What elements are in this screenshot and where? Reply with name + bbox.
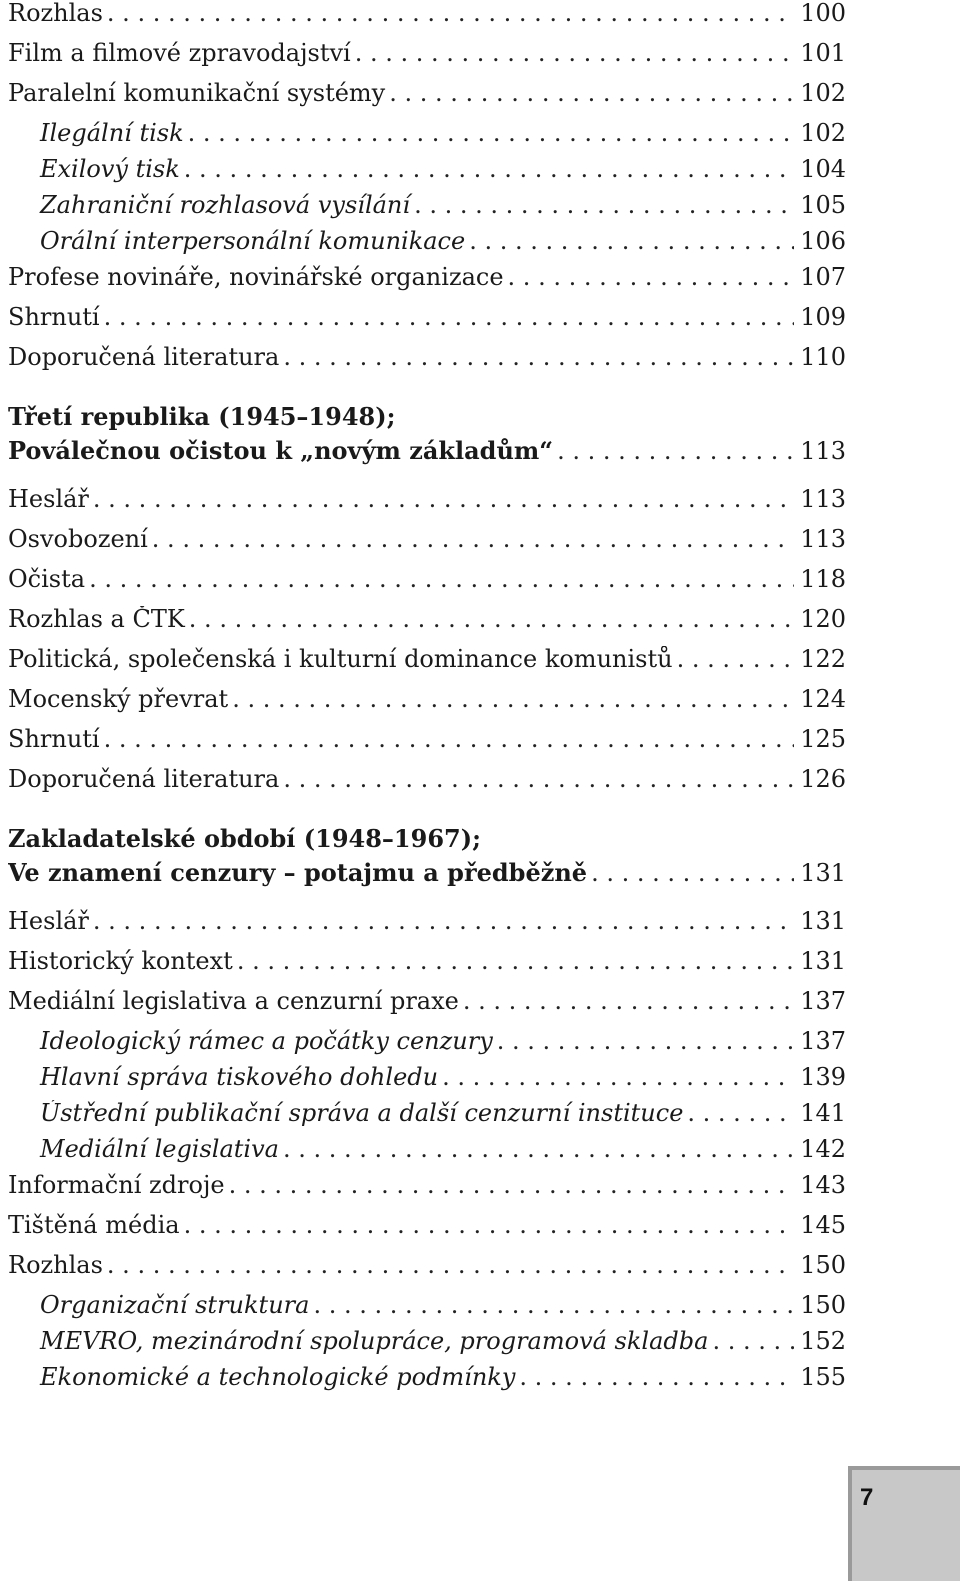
- page-number: 105: [800, 192, 846, 219]
- toc-entry-title: Tištěná média: [8, 1212, 180, 1239]
- toc-entry-title: Historický kontext: [8, 948, 233, 975]
- toc-entry-title: Mediální legislativa a cenzurní praxe: [8, 988, 459, 1015]
- dot-leader: [93, 486, 794, 512]
- dot-leader: [283, 766, 794, 792]
- toc-entry-title: Paralelní komunikační systémy: [8, 80, 386, 107]
- toc-entry-title: Rozhlas a ČTK: [8, 606, 185, 633]
- toc-entry-chapter[interactable]: [8, 858, 846, 900]
- toc-entry[interactable]: [8, 40, 846, 80]
- dot-leader: [229, 1172, 794, 1198]
- toc-section-2: [8, 486, 846, 806]
- chapter-heading-zakladatelske-obdobi: [8, 820, 846, 900]
- toc-entry-title: Exilový tisk: [40, 156, 180, 183]
- page-number: 113: [800, 486, 846, 513]
- toc-entry[interactable]: [8, 1292, 846, 1328]
- toc-entry[interactable]: [8, 344, 846, 384]
- dot-leader: [104, 726, 794, 752]
- toc-entry[interactable]: [8, 646, 846, 686]
- toc-entry[interactable]: [8, 1328, 846, 1364]
- page-number: 142: [800, 1136, 846, 1163]
- page-number: 107: [800, 264, 846, 291]
- dot-leader: [687, 1100, 794, 1126]
- dot-leader: [104, 304, 794, 330]
- toc-entry-title: Zahraniční rozhlasová vysílání: [40, 192, 411, 219]
- dot-leader: [469, 228, 794, 254]
- dot-leader: [283, 1136, 794, 1162]
- toc-entry[interactable]: [8, 486, 846, 526]
- toc-entry[interactable]: [8, 0, 846, 40]
- page-number: 102: [800, 120, 846, 147]
- dot-leader: [283, 344, 794, 370]
- toc-entry[interactable]: [8, 766, 846, 806]
- dot-leader: [188, 120, 794, 146]
- dot-leader: [107, 1252, 794, 1278]
- toc-entry[interactable]: [8, 228, 846, 264]
- toc-entry-title: Doporučená literatura: [8, 766, 280, 793]
- page-number: 139: [800, 1064, 846, 1091]
- toc-entry[interactable]: [8, 1172, 846, 1212]
- page-number: 131: [800, 948, 846, 975]
- page-number: 145: [800, 1212, 846, 1239]
- toc-entry-chapter[interactable]: [8, 436, 846, 478]
- page-number: 131: [800, 908, 846, 935]
- toc-entry[interactable]: [8, 264, 846, 304]
- toc-entry-title: Mocenský převrat: [8, 686, 229, 713]
- page-number: 124: [800, 686, 846, 713]
- dot-leader: [355, 40, 794, 66]
- toc-entry-title: Mediální legislativa: [40, 1136, 279, 1163]
- toc-entry[interactable]: [8, 1136, 846, 1172]
- toc-entry-title: Profese novináře, novinářské organizace: [8, 264, 504, 291]
- table-of-contents: [8, 0, 846, 1400]
- toc-entry[interactable]: [8, 726, 846, 766]
- toc-entry-title: Shrnutí: [8, 304, 100, 331]
- page-number: 118: [800, 566, 846, 593]
- page-number: 125: [800, 726, 846, 753]
- page-number: 137: [800, 988, 846, 1015]
- chapter-title-line1: Zakladatelské období (1948–1967);: [8, 824, 481, 853]
- dot-leader: [519, 1364, 794, 1390]
- toc-entry-title: Orální interpersonální komunikace: [40, 228, 466, 255]
- toc-entry-title: Ideologický rámec a počátky cenzury: [40, 1028, 493, 1055]
- dot-leader: [508, 264, 794, 290]
- page-number: 120: [800, 606, 846, 633]
- dot-leader: [463, 988, 794, 1014]
- page-number: 155: [800, 1364, 846, 1391]
- toc-entry[interactable]: [8, 1028, 846, 1064]
- toc-entry[interactable]: [8, 1252, 846, 1292]
- toc-entry[interactable]: [8, 304, 846, 344]
- toc-entry[interactable]: [8, 1364, 846, 1400]
- toc-entry[interactable]: [8, 156, 846, 192]
- chapter-heading-tretí-republika: [8, 398, 846, 478]
- page-number: 131: [800, 859, 846, 887]
- toc-section-3: [8, 908, 846, 1400]
- page-number: 137: [800, 1028, 846, 1055]
- page-number: 102: [800, 80, 846, 107]
- dot-leader: [712, 1328, 794, 1354]
- page-number: 113: [800, 437, 846, 465]
- page-number: 143: [800, 1172, 846, 1199]
- dot-leader: [107, 0, 794, 26]
- dot-leader: [184, 1212, 794, 1238]
- page-number-label: 7: [860, 1484, 874, 1511]
- dot-leader: [189, 606, 794, 632]
- toc-entry-title: Informační zdroje: [8, 1172, 225, 1199]
- toc-entry-title: Doporučená literatura: [8, 344, 280, 371]
- chapter-title-line1: Třetí republika (1945–1948);: [8, 402, 396, 431]
- page-number: 110: [800, 344, 846, 371]
- toc-entry[interactable]: [8, 606, 846, 646]
- page-number: 109: [800, 304, 846, 331]
- dot-leader: [152, 526, 794, 552]
- toc-entry[interactable]: [8, 686, 846, 726]
- toc-entry[interactable]: [8, 566, 846, 606]
- toc-entry-title: Osvobození: [8, 526, 148, 553]
- toc-entry[interactable]: [8, 908, 846, 948]
- toc-entry-title: Film a filmové zpravodajství: [8, 40, 351, 67]
- toc-entry-title: Očista: [8, 566, 86, 593]
- page-number: 113: [800, 526, 846, 553]
- toc-entry-title: Ekonomické a technologické podmínky: [40, 1364, 516, 1391]
- toc-entry[interactable]: [8, 192, 846, 228]
- page-number: 100: [800, 0, 846, 27]
- dot-leader: [442, 1064, 794, 1090]
- toc-entry[interactable]: [8, 80, 846, 120]
- dot-leader: [497, 1028, 794, 1054]
- page-number: 106: [800, 228, 846, 255]
- page-number: 104: [800, 156, 846, 183]
- toc-entry[interactable]: [8, 526, 846, 566]
- page-number-tab: [848, 1466, 960, 1581]
- toc-entry-title: Politická, společenská i kulturní dominance komunistů: [8, 646, 673, 673]
- toc-entry-title: Ústřední publikační správa a další cenzurní instituce: [40, 1100, 684, 1127]
- toc-entry-title: Hlavní správa tiskového dohledu: [40, 1064, 439, 1091]
- toc-entry[interactable]: [8, 1064, 846, 1100]
- dot-leader: [313, 1292, 794, 1318]
- dot-leader: [677, 646, 794, 672]
- page-number: 101: [800, 40, 846, 67]
- dot-leader: [389, 80, 794, 106]
- chapter-title-line2: Ve znamení cenzury – potajmu a předběžně: [8, 858, 588, 887]
- toc-entry-title: Heslář: [8, 908, 89, 935]
- toc-entry[interactable]: [8, 948, 846, 988]
- toc-entry-title: Heslář: [8, 486, 89, 513]
- toc-entry-title: Ilegální tisk: [40, 120, 184, 147]
- toc-entry-title: Organizační struktura: [40, 1292, 310, 1319]
- page-number: 122: [800, 646, 846, 673]
- toc-entry[interactable]: [8, 120, 846, 156]
- dot-leader: [93, 908, 794, 934]
- toc-entry[interactable]: [8, 988, 846, 1028]
- toc-entry-title: Rozhlas: [8, 0, 103, 27]
- page-number: 152: [800, 1328, 846, 1355]
- toc-entry-title: Rozhlas: [8, 1252, 103, 1279]
- toc-entry-title: MEVRO, mezinárodní spolupráce, programová skladba: [40, 1328, 709, 1355]
- toc-entry[interactable]: [8, 1100, 846, 1136]
- dot-leader: [591, 858, 794, 888]
- toc-entry[interactable]: [8, 1212, 846, 1252]
- chapter-title-line2: Poválečnou očistou k „novým základům“: [8, 436, 554, 465]
- toc-section-1: [8, 0, 846, 384]
- dot-leader: [237, 948, 794, 974]
- dot-leader: [557, 436, 794, 466]
- page-number: 141: [800, 1100, 846, 1127]
- page-number: 126: [800, 766, 846, 793]
- dot-leader: [232, 686, 794, 712]
- toc-entry-title: Shrnutí: [8, 726, 100, 753]
- dot-leader: [184, 156, 794, 182]
- page-number: 150: [800, 1252, 846, 1279]
- dot-leader: [89, 566, 794, 592]
- page-number: 150: [800, 1292, 846, 1319]
- dot-leader: [414, 192, 794, 218]
